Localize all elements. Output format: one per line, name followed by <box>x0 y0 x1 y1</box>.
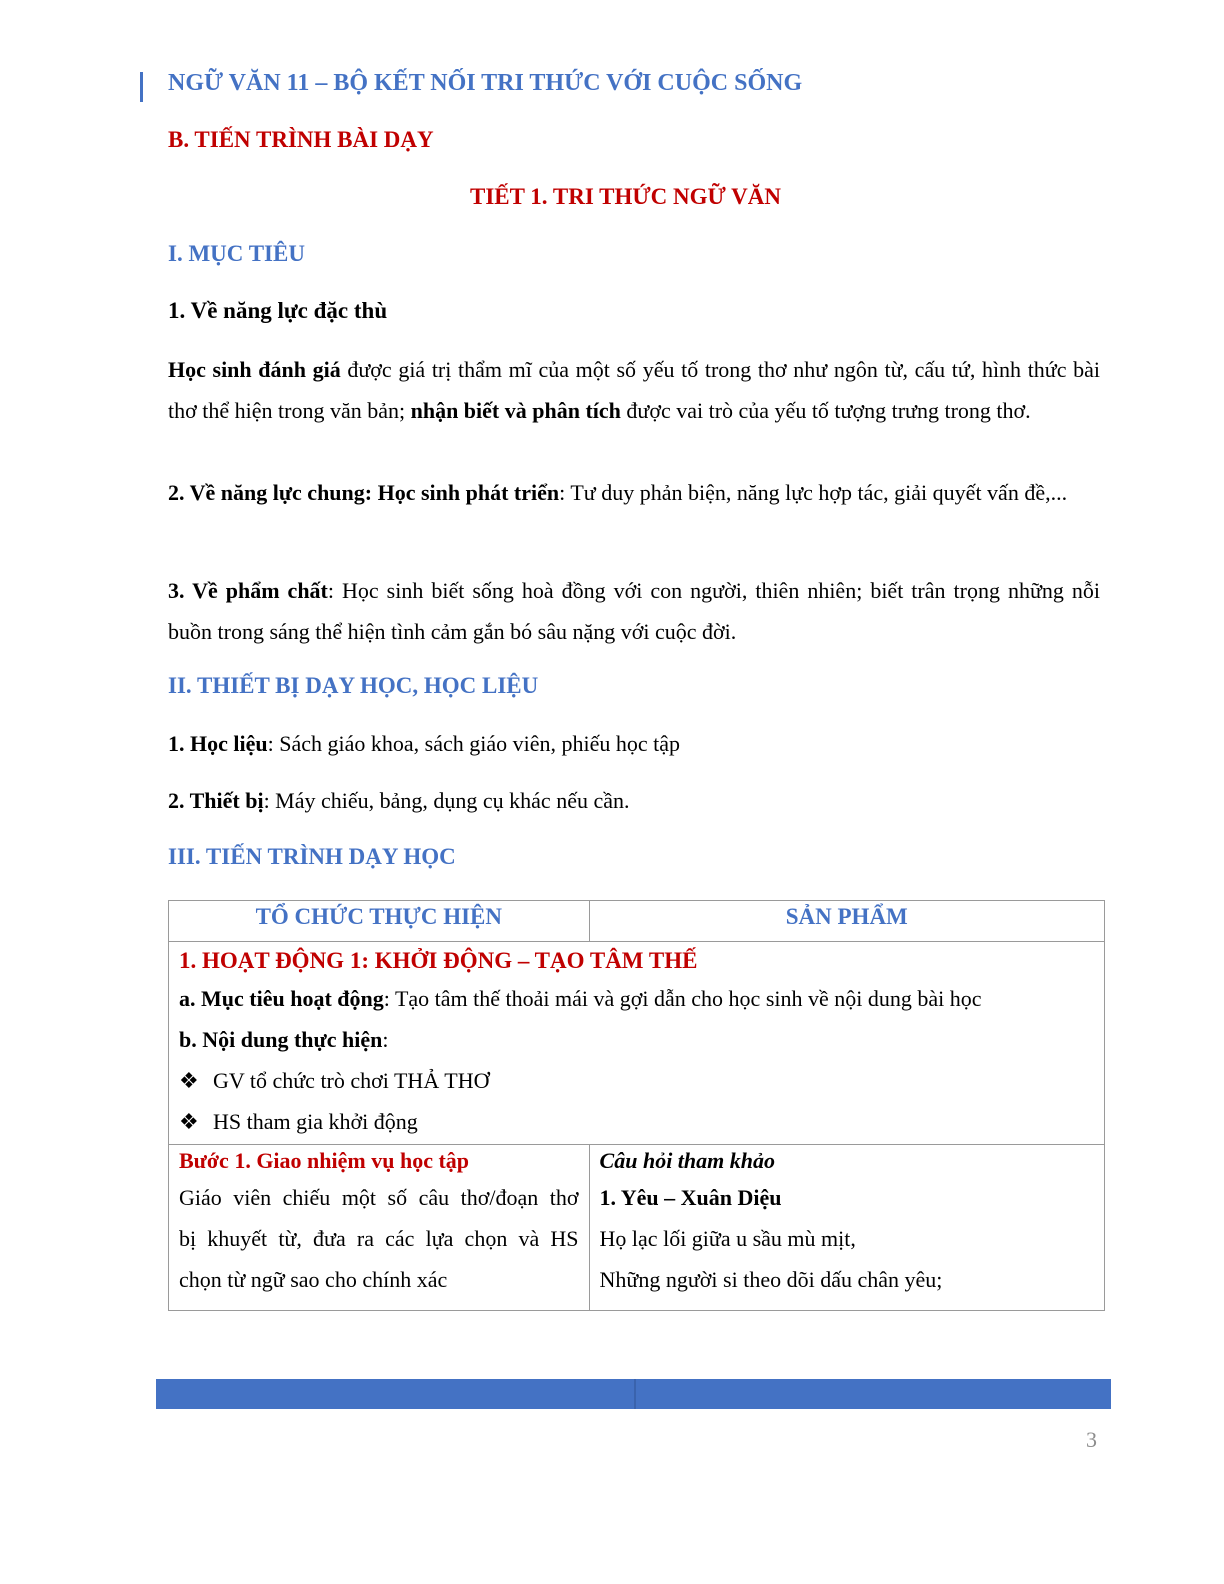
header-accent-bar <box>140 72 143 102</box>
bullet-item <box>179 1101 1094 1142</box>
nang-luc-chung-paragraph <box>168 472 1100 513</box>
thiet-bi-line <box>168 788 630 814</box>
poem-title: 1. Yêu – Xuân Diệu <box>599 1185 782 1210</box>
step1-line: bị khuyết từ, đưa ra các lựa chọn và HS <box>179 1226 579 1251</box>
step1-line: Giáo viên chiếu một số câu thơ/đoạn thơ <box>179 1185 579 1210</box>
column-header-san-pham: SẢN PHẨM <box>589 901 1104 942</box>
bold-phrase: 2. Về năng lực chung: Học sinh phát triển <box>168 480 560 505</box>
bold-phrase: 1. Học liệu <box>168 731 268 756</box>
line-text: : Tạo tâm thế thoải mái và gợi dẫn cho học sinh về nội dung bài học <box>383 986 982 1011</box>
product-cell <box>589 1145 1104 1311</box>
content-line <box>179 1019 1094 1060</box>
column-header-to-chuc: TỔ CHỨC THỰC HIỆN <box>169 901 590 942</box>
line-text: : Máy chiếu, bảng, dụng cụ khác nếu cần. <box>263 788 630 813</box>
paragraph-text: được giá trị thẩm mĩ của một số yếu tố trong thơ như ngôn từ, cấu tứ, hình thức bài thơ thể hiện trong văn bản; <box>168 357 1100 423</box>
bold-phrase: b. Nội dung thực hiện <box>179 1027 383 1052</box>
poem-line: Những người si theo dõi dấu chân yêu; <box>599 1267 943 1292</box>
table-row <box>169 1145 1105 1311</box>
pham-chat-paragraph <box>168 570 1100 652</box>
poem-line: Họ lạc lối giữa u sầu mù mịt, <box>599 1226 856 1251</box>
line-text: : <box>382 1027 389 1052</box>
diamond-bullet-icon: ❖ <box>179 1068 199 1093</box>
reference-title: Câu hỏi tham khảo <box>599 1148 775 1173</box>
bold-phrase: Học sinh đánh giá <box>168 357 341 382</box>
hoc-lieu-line <box>168 731 680 757</box>
lesson-plan-table <box>168 900 1105 1311</box>
line-text: : Sách giáo khoa, sách giáo viên, phiếu học tập <box>267 731 680 756</box>
thiet-bi-heading: II. THIẾT BỊ DẠY HỌC, HỌC LIỆU <box>168 673 539 698</box>
bold-phrase: 3. Về phẩm chất <box>168 578 328 603</box>
section-b-heading: B. TIẾN TRÌNH BÀI DẠY <box>168 127 434 152</box>
bold-phrase: 2. Thiết bị <box>168 788 264 813</box>
footer-bar <box>156 1379 1111 1409</box>
table-header-row <box>169 901 1105 942</box>
tien-trinh-heading: III. TIẾN TRÌNH DẠY HỌC <box>168 844 456 869</box>
paragraph-text: được vai trò của yếu tố tượng trưng trong thơ. <box>620 398 1031 423</box>
page-number: 3 <box>1086 1427 1097 1452</box>
paragraph-text: : Học sinh biết sống hoà đồng với con người, thiên nhiên; biết trân trọng những nỗi buồn trong sáng thể hiện tình cảm gắn bó sâu nặng với cuộc đời. <box>168 578 1100 644</box>
diamond-bullet-icon: ❖ <box>179 1109 199 1134</box>
step1-title: Bước 1. Giao nhiệm vụ học tập <box>179 1148 470 1173</box>
table-row <box>169 942 1105 1145</box>
bold-phrase: a. Mục tiêu hoạt động <box>179 986 384 1011</box>
activity-cell <box>169 942 1105 1145</box>
bold-phrase: nhận biết và phân tích <box>410 398 621 423</box>
muc-tieu-heading: I. MỤC TIÊU <box>168 241 305 266</box>
bullet-item <box>179 1060 1094 1101</box>
nang-luc-dac-thu-heading: 1. Về năng lực đặc thù <box>168 298 388 323</box>
footer-divider <box>634 1379 636 1409</box>
bullet-text: GV tổ chức trò chơi THẢ THƠ <box>213 1068 490 1093</box>
step-cell <box>169 1145 590 1311</box>
bullet-text: HS tham gia khởi động <box>213 1109 418 1134</box>
paragraph-text: : Tư duy phản biện, năng lực hợp tác, giải quyết vấn đề,... <box>559 480 1068 505</box>
nang-luc-dac-thu-paragraph <box>168 349 1100 431</box>
step1-line: chọn từ ngữ sao cho chính xác <box>179 1267 448 1292</box>
header-title: NGỮ VĂN 11 – BỘ KẾT NỐI TRI THỨC VỚI CUỘC SỐNG <box>168 70 803 96</box>
lesson-title: TIẾT 1. TRI THỨC NGỮ VĂN <box>470 184 781 209</box>
activity-title: 1. HOẠT ĐỘNG 1: KHỞI ĐỘNG – TẠO TÂM THẾ <box>179 948 698 973</box>
goal-line <box>179 978 1094 1019</box>
